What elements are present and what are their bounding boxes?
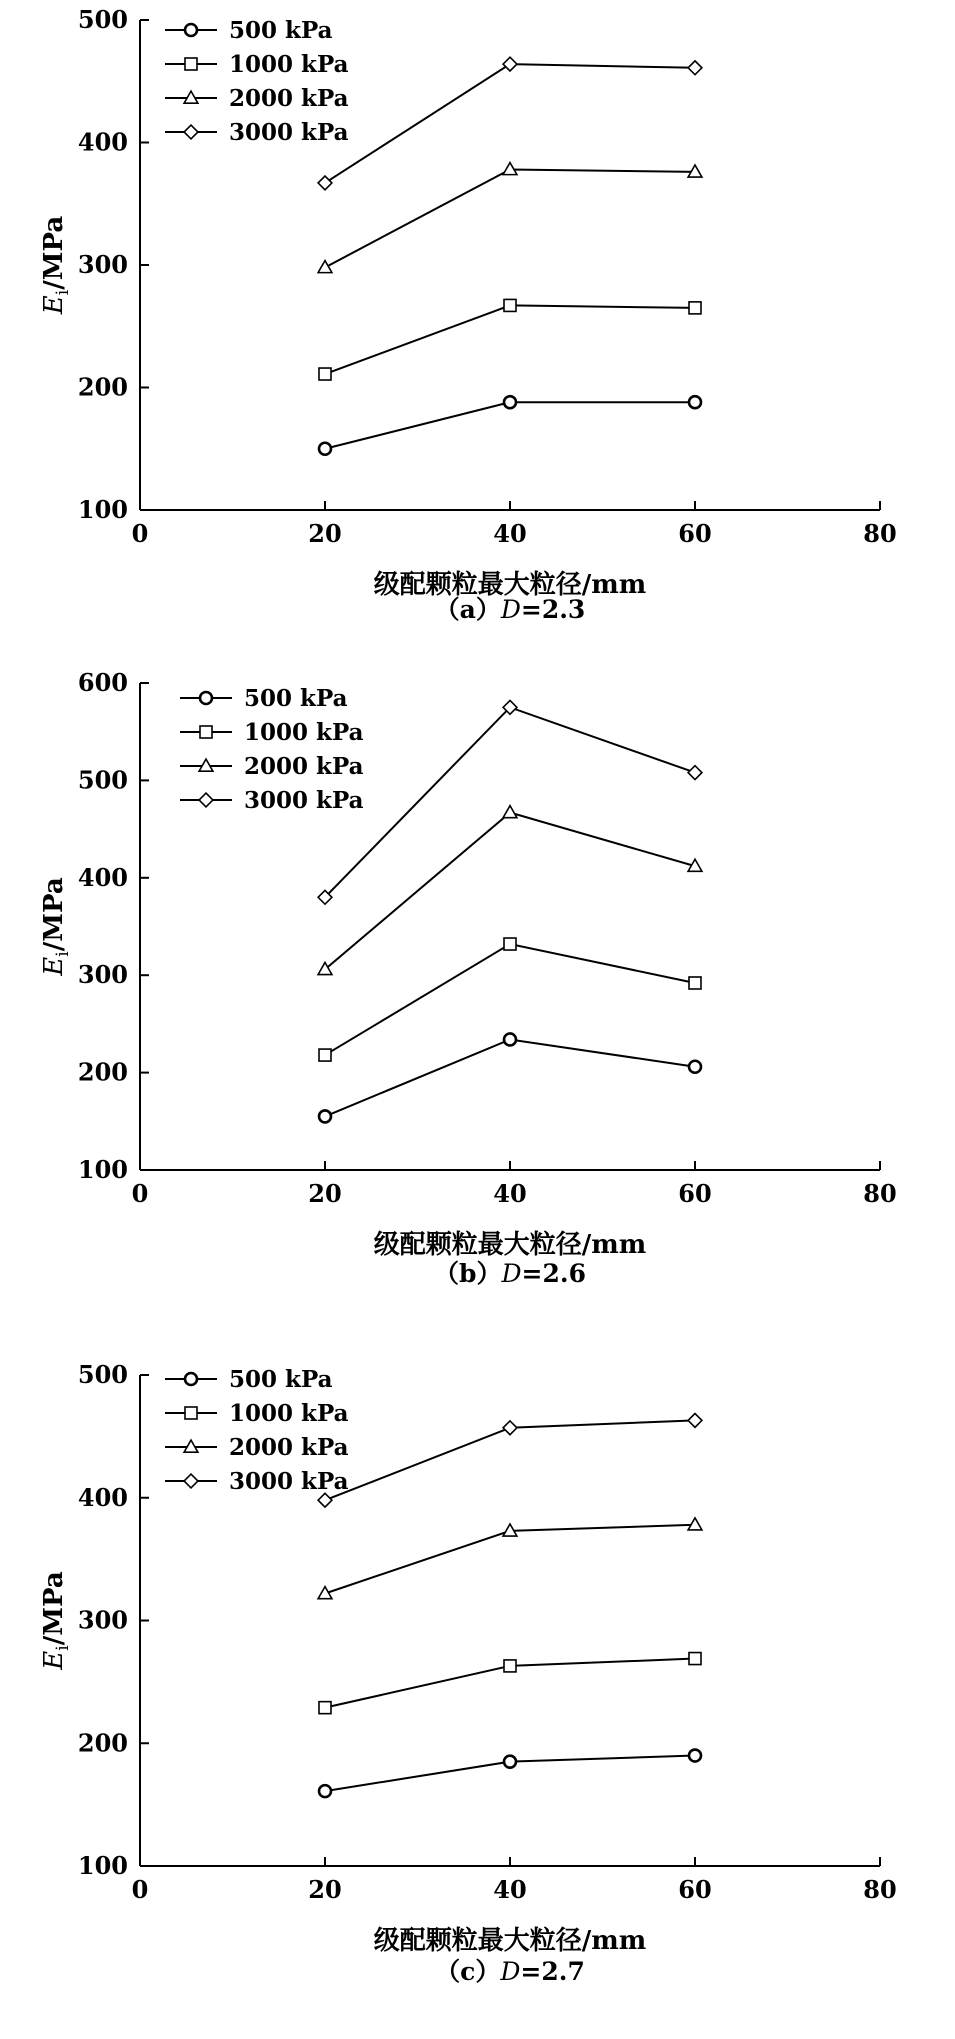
panel-caption: （b）D=2.6 [434,1259,586,1288]
data-point-diamond [318,1493,332,1507]
legend-label: 2000 kPa [244,753,364,780]
x-tick-label: 20 [308,519,342,548]
x-tick-label: 80 [863,519,897,548]
panel-caption: （c）D=2.7 [435,1957,585,1986]
legend-label: 3000 kPa [229,1468,349,1495]
y-tick-label: 300 [77,1605,128,1635]
x-tick-label: 80 [863,1875,897,1904]
x-tick-label: 40 [493,519,527,548]
data-point-square [689,302,701,314]
y-tick-label: 200 [77,1728,128,1758]
data-point-diamond [503,1421,517,1435]
x-tick-label: 60 [678,1875,712,1904]
data-point-square [689,977,701,989]
legend-label: 1000 kPa [244,719,364,746]
y-tick-label: 400 [77,862,128,892]
data-point-circle [504,1756,516,1768]
y-axis-label: $E_i$/MPa [39,877,73,976]
legend-marker-diamond [199,793,213,807]
panel-caption: （a）D=2.3 [434,595,586,624]
legend-label: 1000 kPa [229,51,349,78]
series-line-3 [325,169,695,267]
data-point-square [504,938,516,950]
x-tick-label: 20 [308,1179,342,1208]
data-point-diamond [688,1414,702,1428]
data-point-diamond [688,766,702,780]
y-tick-label: 300 [77,960,128,990]
data-point-circle [689,396,701,408]
chart-panel-3 [39,1360,897,1986]
series-line-2 [325,305,695,374]
data-point-square [319,1049,331,1061]
data-point-circle [689,1750,701,1762]
legend-label: 500 kPa [244,685,348,712]
x-axis-label: 级配颗粒最大粒径/mm [373,1230,647,1260]
x-tick-label: 40 [493,1179,527,1208]
x-tick-label: 40 [493,1875,527,1904]
x-tick-label: 60 [678,1179,712,1208]
data-point-circle [689,1061,701,1073]
data-point-circle [319,443,331,455]
x-tick-label: 0 [131,519,149,548]
y-tick-label: 100 [77,1155,128,1184]
chart-panel-1 [39,5,897,624]
y-tick-label: 600 [77,668,128,697]
data-point-circle [504,396,516,408]
legend-label: 2000 kPa [229,1434,349,1461]
y-axis-label: $E_i$/MPa [39,1571,73,1670]
legend-marker-diamond [184,1474,198,1488]
series-line-1 [325,1039,695,1116]
data-point-square [319,1702,331,1714]
x-tick-label: 0 [131,1179,149,1208]
legend-label: 1000 kPa [229,1400,349,1427]
data-point-diamond [318,176,332,190]
y-tick-label: 500 [77,1360,128,1389]
data-point-circle [319,1110,331,1122]
legend-label: 500 kPa [229,1366,333,1393]
y-tick-label: 300 [77,250,128,279]
data-point-square [504,1660,516,1672]
x-tick-label: 80 [863,1179,897,1208]
y-tick-label: 500 [77,765,128,795]
y-tick-label: 400 [77,127,128,157]
legend-marker-square [185,58,197,70]
data-point-square [504,299,516,311]
x-axis-label: 级配颗粒最大粒径/mm [373,570,647,600]
series-line-4 [325,707,695,897]
y-axis-label: $E_i$/MPa [39,215,73,315]
y-tick-label: 100 [77,495,128,524]
y-tick-label: 200 [77,372,128,402]
legend-marker-circle [200,692,212,704]
legend-label: 3000 kPa [244,787,364,814]
legend-label: 2000 kPa [229,85,349,112]
legend-marker-diamond [184,125,198,139]
data-point-square [689,1653,701,1665]
y-tick-label: 200 [77,1057,128,1087]
data-point-diamond [688,61,702,75]
x-axis-label: 级配颗粒最大粒径/mm [373,1926,647,1956]
data-point-square [319,368,331,380]
y-tick-label: 100 [77,1851,128,1880]
legend-marker-circle [185,1373,197,1385]
data-point-circle [319,1785,331,1797]
legend-marker-circle [185,24,197,36]
legend-marker-square [185,1407,197,1419]
data-point-diamond [503,57,517,71]
data-point-circle [504,1033,516,1045]
chart-panel-2 [39,668,897,1288]
data-point-triangle [318,261,332,273]
y-tick-label: 500 [77,5,128,34]
x-tick-label: 60 [678,519,712,548]
data-point-triangle [503,806,517,818]
x-tick-label: 20 [308,1875,342,1904]
y-tick-label: 400 [77,1482,128,1512]
legend-label: 3000 kPa [229,119,349,146]
legend-label: 500 kPa [229,17,333,44]
legend-marker-square [200,726,212,738]
x-tick-label: 0 [131,1875,149,1904]
data-point-triangle [688,1518,702,1530]
